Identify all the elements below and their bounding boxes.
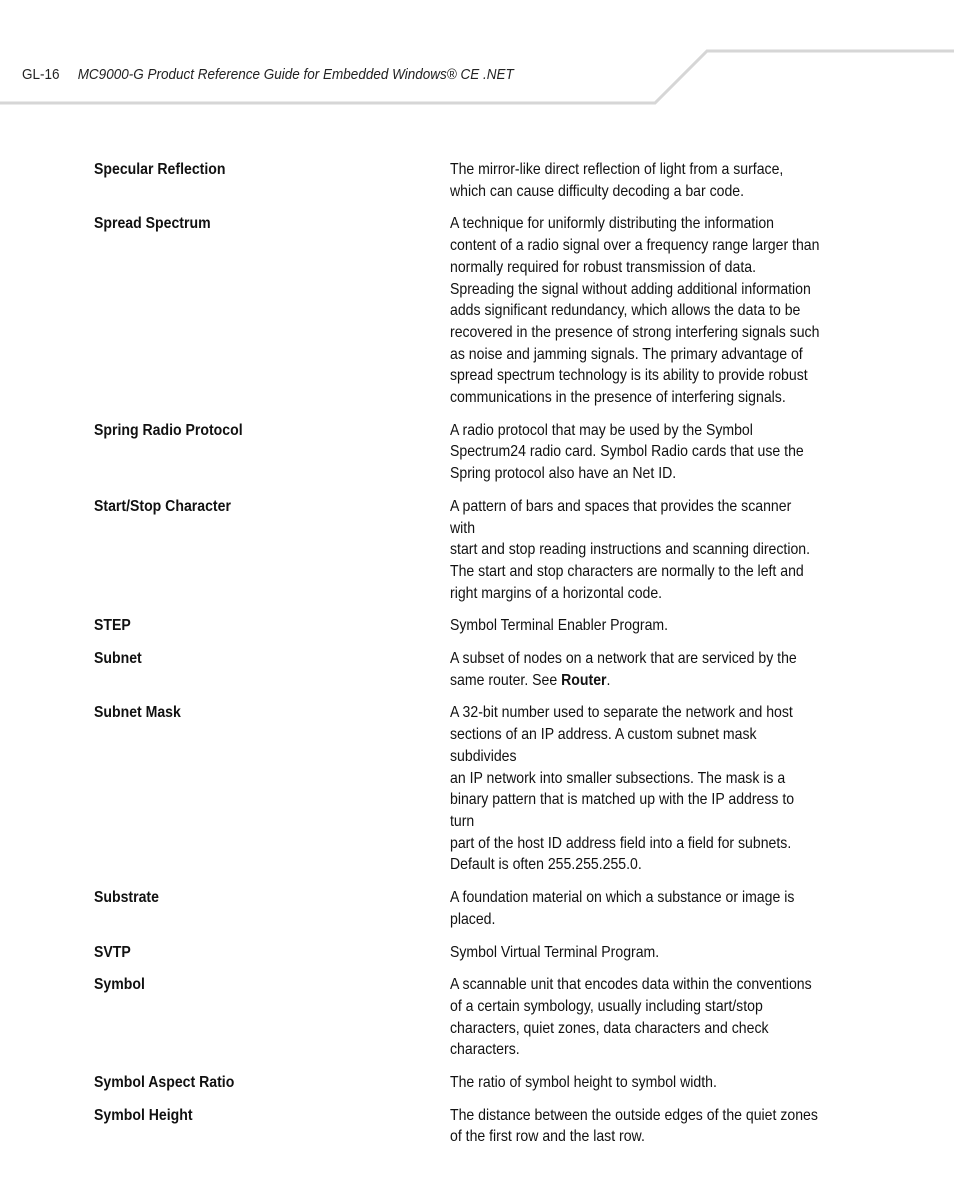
- glossary-term: Symbol Aspect Ratio: [94, 1074, 235, 1092]
- glossary-term: Start/Stop Character: [94, 497, 231, 515]
- definition-line: recovered in the presence of strong interfering signals such: [450, 323, 820, 341]
- glossary-definition: [450, 1105, 820, 1148]
- glossary-term: Spread Spectrum: [94, 215, 211, 233]
- glossary-definition: [450, 1072, 820, 1094]
- definition-line: Default is often 255.255.255.0.: [450, 856, 642, 874]
- glossary-definition: [450, 496, 820, 605]
- glossary-definition: [450, 942, 820, 964]
- glossary-definition: [450, 159, 820, 202]
- glossary-term: Subnet: [94, 650, 142, 668]
- glossary-term: STEP: [94, 617, 131, 635]
- glossary-entry: [94, 159, 834, 202]
- glossary-definition: [450, 615, 820, 637]
- definition-line: content of a radio signal over a frequency range larger than: [450, 237, 820, 255]
- glossary-entry: [94, 974, 834, 1061]
- definition-line: A foundation material on which a substance or image is: [450, 889, 795, 907]
- glossary-term: Symbol: [94, 976, 145, 994]
- glossary-entry: [94, 615, 834, 637]
- glossary-definition: [450, 420, 820, 485]
- glossary-definition: [450, 887, 820, 930]
- definition-line: of the first row and the last row.: [450, 1128, 645, 1146]
- glossary-term: Symbol Height: [94, 1106, 193, 1124]
- definition-line: start and stop reading instructions and scanning direction.: [450, 541, 811, 559]
- definition-line: an IP network into smaller subsections. The mask is a: [450, 769, 786, 787]
- definition-line: adds significant redundancy, which allows the data to be: [450, 302, 801, 320]
- glossary-entry: [94, 1072, 834, 1094]
- definition-line: The mirror-like direct reflection of light from a surface,: [450, 161, 784, 178]
- definition-line: which can cause difficulty decoding a bar code.: [450, 182, 745, 200]
- definition-line: The start and stop characters are normally to the left and: [450, 562, 804, 580]
- definition-line: Spreading the signal without adding additional information: [450, 280, 811, 298]
- definition-line: as noise and jamming signals. The primary advantage of: [450, 345, 803, 363]
- running-header: [22, 66, 514, 83]
- definition-line: Spectrum24 radio card. Symbol Radio cards that use the: [450, 443, 804, 461]
- definition-line: part of the host ID address field into a field for subnets.: [450, 834, 792, 852]
- definition-line: Symbol Virtual Terminal Program.: [450, 943, 660, 961]
- glossary-definition: [450, 702, 820, 876]
- definition-line: A subset of nodes on a network that are serviced by the: [450, 650, 797, 668]
- definition-line: A 32-bit number used to separate the network and host: [450, 704, 793, 722]
- definition-line: characters, quiet zones, data characters and check: [450, 1019, 769, 1037]
- glossary-entry: [94, 1105, 834, 1148]
- definition-line: sections of an IP address. A custom subnet mask subdivides: [450, 726, 757, 765]
- definition-line: characters.: [450, 1041, 520, 1059]
- definition-line: The distance between the outside edges of the quiet zones: [450, 1106, 818, 1124]
- page-number: GL-16: [22, 66, 60, 83]
- glossary-list: [94, 159, 834, 1159]
- glossary-entry: [94, 942, 834, 964]
- definition-line: normally required for robust transmission of data.: [450, 258, 756, 276]
- definition-line: placed.: [450, 910, 496, 928]
- glossary-entry: [94, 702, 834, 876]
- definition-text: same router. See: [450, 671, 562, 689]
- definition-line: A technique for uniformly distributing the information: [450, 215, 775, 233]
- definition-line: A radio protocol that may be used by the Symbol: [450, 421, 753, 439]
- definition-line: A scannable unit that encodes data within the conventions: [450, 976, 812, 994]
- glossary-term: Specular Reflection: [94, 161, 226, 178]
- glossary-entry: [94, 496, 834, 605]
- definition-line: spread spectrum technology is its ability to provide robust: [450, 367, 808, 385]
- glossary-entry: [94, 648, 834, 691]
- glossary-term: Substrate: [94, 889, 159, 907]
- definition-line: communications in the presence of interfering signals.: [450, 389, 786, 407]
- glossary-entry: [94, 887, 834, 930]
- glossary-definition: [450, 648, 820, 691]
- glossary-term: Spring Radio Protocol: [94, 421, 243, 439]
- glossary-entry: [94, 213, 834, 408]
- glossary-entry: [94, 420, 834, 485]
- glossary-term: SVTP: [94, 943, 131, 961]
- glossary-definition: [450, 213, 820, 408]
- definition-text: .: [606, 671, 611, 689]
- definition-line: The ratio of symbol height to symbol width.: [450, 1074, 717, 1092]
- definition-line: Spring protocol also have an Net ID.: [450, 465, 677, 483]
- guide-title: MC9000-G Product Reference Guide for Embedded Windows® CE .NET: [77, 66, 514, 83]
- glossary-term: Subnet Mask: [94, 704, 181, 722]
- cross-reference: Router: [561, 671, 607, 689]
- glossary-definition: [450, 974, 820, 1061]
- definition-line: Symbol Terminal Enabler Program.: [450, 617, 669, 635]
- definition-line: binary pattern that is matched up with the IP address to turn: [450, 791, 795, 830]
- definition-line: [450, 670, 820, 692]
- header-rule-line: [0, 0, 954, 110]
- definition-line: right margins of a horizontal code.: [450, 584, 663, 602]
- definition-line: of a certain symbology, usually including start/stop: [450, 997, 763, 1015]
- definition-line: A pattern of bars and spaces that provides the scanner with: [450, 497, 792, 537]
